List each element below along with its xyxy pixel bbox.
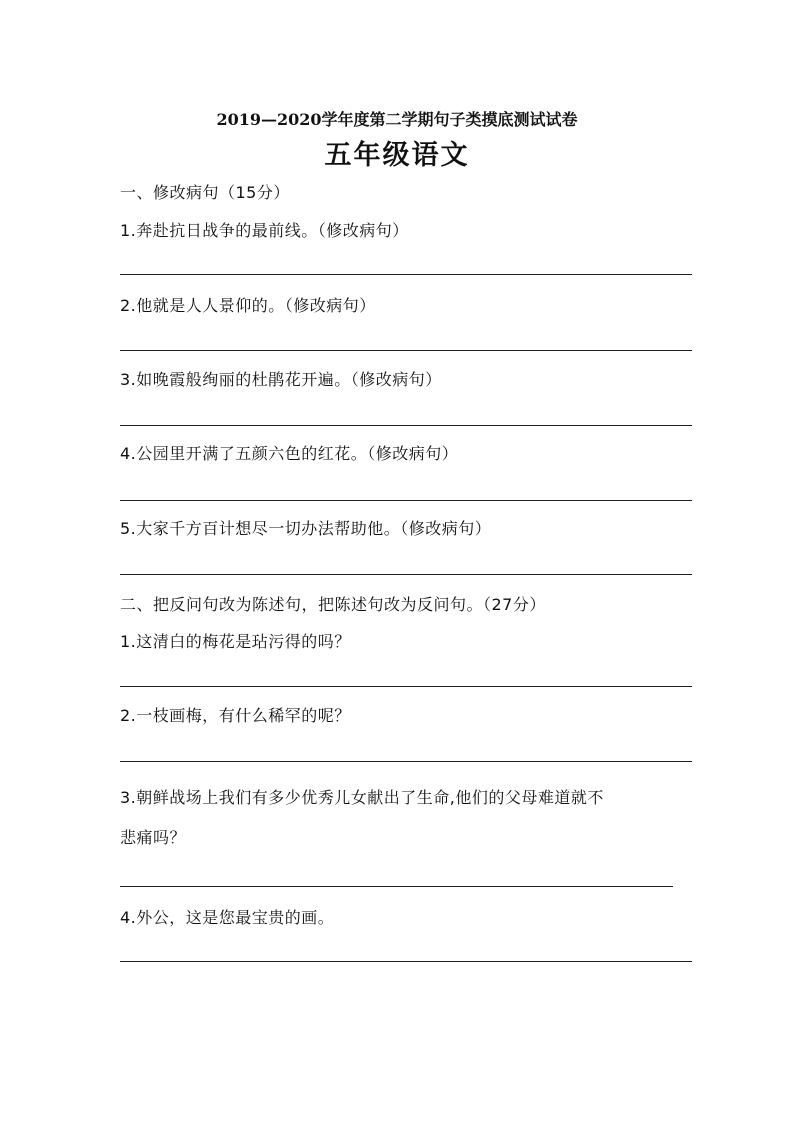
answer-line-2-3[interactable]	[120, 886, 673, 887]
question-1-4: 4.公园里开满了五颜六色的红花。（修改病句）	[120, 444, 459, 463]
answer-line-1-5[interactable]	[120, 574, 692, 575]
question-1-5: 5.大家千方百计想尽一切办法帮助他。（修改病句）	[120, 519, 492, 538]
question-2-4: 4.外公，这是您最宝贵的画。	[120, 908, 335, 927]
answer-line-1-3[interactable]	[120, 425, 692, 426]
answer-line-1-1[interactable]	[120, 274, 692, 275]
question-1-2: 2.他就是人人景仰的。（修改病句）	[120, 296, 376, 315]
answer-line-2-1[interactable]	[120, 686, 692, 687]
exam-subtitle: 2019—2020学年度第二学期句子类摸底测试试卷	[216, 110, 578, 129]
answer-line-2-4[interactable]	[120, 961, 692, 962]
question-1-3: 3.如晚霞般绚丽的杜鹃花开遍。（修改病句）	[120, 370, 442, 389]
section-heading-2: 二、把反问句改为陈述句，把陈述句改为反问句。（27分）	[120, 595, 546, 614]
exam-title: 五年级语文	[324, 140, 470, 171]
answer-line-1-4[interactable]	[120, 500, 692, 501]
question-2-3-line-2: 悲痛吗？	[120, 828, 187, 847]
question-1-1: 1.奔赴抗日战争的最前线。（修改病句）	[120, 221, 409, 240]
section-heading-1: 一、修改病句（15分）	[120, 183, 290, 202]
question-2-3-line-1: 3.朝鲜战场上我们有多少优秀儿女献出了生命,他们的父母难道就不	[120, 788, 604, 807]
question-2-1: 1.这清白的梅花是玷污得的吗？	[120, 632, 351, 651]
answer-line-1-2[interactable]	[120, 350, 692, 351]
answer-line-2-2[interactable]	[120, 761, 692, 762]
question-2-2: 2.一枝画梅，有什么稀罕的呢？	[120, 706, 351, 725]
